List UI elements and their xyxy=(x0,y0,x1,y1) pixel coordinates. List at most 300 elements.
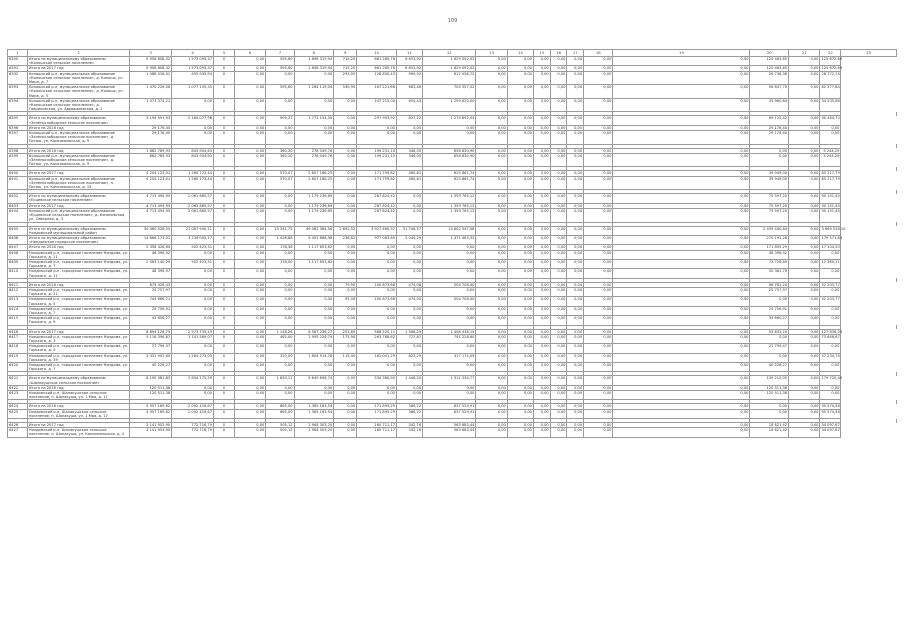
value-cell: 0,00 xyxy=(507,245,533,250)
value-cell: 0,00 xyxy=(533,269,550,278)
value-cell: 0,00 xyxy=(396,391,422,400)
value-cell: 0,00 xyxy=(789,71,820,85)
value-cell: 0,00 xyxy=(266,316,294,325)
value-cell: 0,00 xyxy=(476,71,507,85)
value-cell: 0,00 xyxy=(567,245,584,250)
value-cell: 0,00 xyxy=(357,259,397,268)
value-cell: 827,22 xyxy=(396,116,422,125)
value-cell: 2 807 186,25 xyxy=(294,176,334,190)
value-cell: 0,00 xyxy=(820,316,841,325)
value-cell: 0 xyxy=(214,259,235,268)
column-number: 14 xyxy=(507,50,533,57)
value-cell: 0,00 xyxy=(476,423,507,428)
value-cell: 0,00 xyxy=(613,282,750,287)
row-number-cell: 6399 xyxy=(8,153,28,167)
value-cell: 49 062 384,56 xyxy=(294,226,334,235)
value-cell: 41 656,27 xyxy=(130,316,172,325)
value-cell: 0,00 xyxy=(266,306,294,315)
budget-table-sheet xyxy=(7,49,897,438)
table-row xyxy=(8,235,897,244)
value-cell: 0,00 xyxy=(567,306,584,315)
value-cell: 50 361,79 xyxy=(750,269,789,278)
value-cell: 0,00 xyxy=(476,282,507,287)
value-cell: 95 574,58 xyxy=(821,404,840,409)
value-cell: 865,00 xyxy=(266,409,294,418)
value-cell: 90 151,45 xyxy=(821,203,840,208)
row-number-cell: 6403 xyxy=(8,203,28,208)
value-cell: 0,00 xyxy=(423,125,476,130)
value-cell: 0,00 xyxy=(789,297,820,306)
value-cell: 297 993,92 xyxy=(357,116,397,125)
value-cell: 0,00 xyxy=(789,362,820,371)
value-cell: 0,00 xyxy=(584,245,613,250)
value-cell: 0,00 xyxy=(266,131,294,145)
value-cell: 1 148,26 xyxy=(266,329,294,334)
value-cell: 1 698 319,94 xyxy=(294,66,334,71)
value-cell: 34 097,67 xyxy=(820,428,841,437)
value-cell: 85 217,79 xyxy=(821,171,840,176)
value-cell: 865,00 xyxy=(266,404,294,409)
value-cell: 0,00 xyxy=(533,404,550,409)
value-cell: 0,00 xyxy=(533,334,550,343)
value-cell: 0,00 xyxy=(334,148,357,153)
value-cell: 0 xyxy=(214,362,235,371)
value-cell: 0,00 xyxy=(423,385,476,390)
value-cell: 0 xyxy=(214,66,235,71)
value-cell: 278 049,76 xyxy=(294,148,334,153)
value-cell: 167 221,66 xyxy=(357,85,397,99)
value-cell: 0,00 xyxy=(507,226,533,235)
value-cell: 12 380,21 xyxy=(820,259,841,268)
value-cell: 0,00 xyxy=(550,171,567,176)
value-cell: 0,00 xyxy=(613,353,750,362)
value-cell: 534 380,90 xyxy=(357,376,397,385)
value-cell: 0,00 xyxy=(584,297,613,306)
value-cell: 0,00 xyxy=(294,362,334,371)
value-cell: 0,00 xyxy=(584,148,613,153)
value-cell: 1 264 273,05 xyxy=(172,353,214,362)
value-cell: 0,00 xyxy=(507,391,533,400)
value-cell: 4 713 494,95 xyxy=(130,203,172,208)
value-cell: 0,00 xyxy=(567,428,584,437)
value-cell: 504 708,40 xyxy=(423,282,476,287)
value-cell: 0,00 xyxy=(584,203,613,208)
value-cell: 563 683,44 xyxy=(423,423,476,428)
value-cell: 0,00 xyxy=(584,98,613,112)
value-cell: 0,00 xyxy=(476,376,507,385)
value-cell: 0,00 xyxy=(533,71,550,85)
value-cell: 0,00 xyxy=(234,250,265,259)
value-cell: 0,00 xyxy=(533,153,550,167)
value-cell: 0,00 xyxy=(533,226,550,235)
table-row xyxy=(8,250,897,259)
column-number: 17 xyxy=(567,50,584,57)
value-cell: 1 698 319,94 xyxy=(294,57,334,66)
value-cell: 0,00 xyxy=(550,57,567,66)
value-cell: 0,00 xyxy=(567,409,584,418)
value-cell: 0,00 xyxy=(789,404,820,409)
value-cell: 0,00 xyxy=(584,131,613,145)
value-cell: 0,00 xyxy=(820,362,841,371)
value-cell: 0,00 xyxy=(507,57,533,66)
value-cell: 2 692,52 xyxy=(334,226,357,235)
value-cell: 0,00 xyxy=(533,85,550,99)
value-cell: 0,00 xyxy=(533,57,550,66)
value-cell: 0 xyxy=(214,404,235,409)
value-cell: 0 xyxy=(214,208,235,222)
value-cell: 171 895,29 xyxy=(357,404,397,409)
value-cell: 0,00 xyxy=(820,391,841,400)
value-cell: 4 957 169,62 xyxy=(130,409,172,418)
value-cell: 0,00 xyxy=(613,176,750,190)
table-row xyxy=(8,194,897,203)
value-cell: 0,00 xyxy=(507,334,533,343)
value-cell: 0,00 xyxy=(584,171,613,176)
value-cell: 0,00 xyxy=(567,423,584,428)
table-body xyxy=(8,50,897,438)
value-cell: 0,00 xyxy=(294,306,334,315)
row-number-cell: 6424 xyxy=(8,404,28,409)
value-cell: 0,00 xyxy=(334,391,357,400)
value-cell: 0,00 xyxy=(234,208,265,222)
value-cell: 1 566,29 xyxy=(396,329,422,334)
value-cell: 125 672,69 xyxy=(820,57,841,66)
value-cell: 0,00 xyxy=(234,85,265,99)
value-cell: 0,00 xyxy=(567,329,584,334)
value-cell: 0,00 xyxy=(613,409,750,418)
value-cell: 1 804 914,78 xyxy=(294,353,334,362)
value-cell: 0,00 xyxy=(750,297,789,306)
value-cell: 0 xyxy=(214,353,235,362)
value-cell: 2 854 175,59 xyxy=(172,376,214,385)
value-cell: 293,00 xyxy=(334,71,357,85)
value-cell: 0,00 xyxy=(584,423,613,428)
value-cell: 1 882 789,93 xyxy=(130,148,172,153)
value-cell: 0,00 xyxy=(613,404,750,409)
column-number: 20 xyxy=(750,50,789,57)
value-cell: 0,00 xyxy=(294,71,334,85)
value-cell: 1 311 334,77 xyxy=(423,376,476,385)
row-number-cell: 6400 xyxy=(8,171,28,176)
value-cell: 320,00 xyxy=(266,353,294,362)
value-cell: 90 464,72 xyxy=(820,116,841,125)
value-cell: 8 190 381,83 xyxy=(130,376,172,385)
value-cell: 0,00 xyxy=(550,306,567,315)
value-cell: 6 653,92 xyxy=(396,57,422,66)
address-cell: Няндомский р-н, Шалакушское сельское поселение, п. Шалакуша, ул. Комсомольская, д. 4 xyxy=(27,428,129,437)
value-cell: 0,00 xyxy=(423,316,476,325)
value-cell: 0 xyxy=(214,269,235,278)
value-cell: 0,00 xyxy=(507,203,533,208)
value-cell: 5 116 396,87 xyxy=(130,334,172,343)
value-cell: 13 341,75 xyxy=(266,226,294,235)
value-cell: 0,00 xyxy=(334,385,357,390)
value-cell: 0,00 xyxy=(584,116,613,125)
value-cell: 0 xyxy=(214,245,235,250)
value-cell: 0,00 xyxy=(476,245,507,250)
value-cell: 0,00 xyxy=(334,194,357,203)
value-cell: 0,00 xyxy=(533,125,550,130)
value-cell: 5 958 808,32 xyxy=(130,57,172,66)
value-cell: 0,00 xyxy=(476,287,507,296)
value-cell: 0,00 xyxy=(567,287,584,296)
value-cell: 715,20 xyxy=(334,57,357,66)
value-cell: 0,00 xyxy=(507,85,533,99)
value-cell: 0,00 xyxy=(234,176,265,190)
value-cell: 0,00 xyxy=(234,362,265,371)
value-cell: 0,00 xyxy=(476,329,507,334)
value-cell: 160 711,17 xyxy=(357,428,397,437)
value-cell: 0,00 xyxy=(533,66,550,71)
value-cell: 199 231,10 xyxy=(357,153,397,167)
value-cell: 0,00 xyxy=(266,98,294,112)
column-number: 18 xyxy=(584,50,613,57)
value-cell: 0,00 xyxy=(584,269,613,278)
value-cell: 0 xyxy=(214,250,235,259)
value-cell: 0,00 xyxy=(533,329,550,334)
value-cell: 0,00 xyxy=(533,391,550,400)
value-cell: 1 179 236,69 xyxy=(294,194,334,203)
value-cell: 0,00 xyxy=(234,57,265,66)
value-cell: 236,62 xyxy=(334,235,357,244)
value-cell: 346,00 xyxy=(396,153,422,167)
value-cell: 0,00 xyxy=(234,194,265,203)
value-cell: 0,00 xyxy=(476,131,507,145)
value-cell: 0,00 xyxy=(476,385,507,390)
value-cell: 0,00 xyxy=(234,71,265,85)
row-number-cell: 6413 xyxy=(8,297,28,306)
row-number-cell: 6404 xyxy=(8,208,28,222)
column-number: 3 xyxy=(130,50,172,57)
value-cell: 0,00 xyxy=(789,282,820,287)
value-cell: 0,00 xyxy=(507,131,533,145)
value-cell: 0,00 xyxy=(266,250,294,259)
value-cell: 0,00 xyxy=(584,194,613,203)
value-cell: 0,00 xyxy=(172,287,214,296)
value-cell: 0,00 xyxy=(567,98,584,112)
value-cell: 0,00 xyxy=(613,116,750,125)
value-cell: 0,00 xyxy=(533,245,550,250)
value-cell: 0,00 xyxy=(234,282,265,287)
row-number-cell: 6416 xyxy=(8,329,28,334)
value-cell: 0,00 xyxy=(613,57,750,66)
value-cell: 34 535,86 xyxy=(820,98,841,112)
value-cell: 0,00 xyxy=(789,353,820,362)
value-cell: 658 830,90 xyxy=(423,153,476,167)
value-cell: 0,00 xyxy=(507,116,533,125)
value-cell: 0,00 xyxy=(266,194,294,203)
value-cell: 171 759,82 xyxy=(357,171,397,176)
value-cell: 147 215,00 xyxy=(357,98,397,112)
value-cell: 0,00 xyxy=(613,203,750,208)
value-cell: 0,00 xyxy=(533,316,550,325)
value-cell: 0,00 xyxy=(334,306,357,315)
value-cell: 0,00 xyxy=(820,131,841,145)
value-cell: 417 174,09 xyxy=(423,353,476,362)
value-cell: 0,00 xyxy=(584,306,613,315)
value-cell: 0,00 xyxy=(750,353,789,362)
value-cell: 0,00 xyxy=(266,362,294,371)
value-cell: 0,00 xyxy=(357,245,397,250)
spacer-cell xyxy=(841,190,897,194)
value-cell: 0 xyxy=(214,409,235,418)
value-cell: 0,00 xyxy=(476,362,507,371)
value-cell: 0,00 xyxy=(584,334,613,343)
value-cell: 0,00 xyxy=(423,287,476,296)
value-cell: 0,00 xyxy=(396,125,422,130)
value-cell: 0,00 xyxy=(613,131,750,145)
value-cell: 162 041,29 xyxy=(357,353,397,362)
value-cell: 48 396,92 xyxy=(750,250,789,259)
value-cell: 0,00 xyxy=(567,362,584,371)
value-cell: 0,00 xyxy=(789,208,820,222)
value-cell: 3 141 953,90 xyxy=(130,423,172,428)
address-cell: Няндомский р-н, Шалакушское сельское поселение, п. Шалакуша, ул. 1 Мая, д. 17 xyxy=(27,409,129,418)
value-cell: 595,60 xyxy=(266,57,294,66)
value-cell: 4 713 494,95 xyxy=(130,194,172,203)
value-cell: 0,00 xyxy=(172,385,214,390)
row-number-cell: 6410 xyxy=(8,269,28,278)
value-cell: 0,00 xyxy=(234,428,265,437)
column-number: 5 xyxy=(214,50,235,57)
value-cell: 1 088 016,01 xyxy=(130,71,172,85)
value-cell: 772 716,79 xyxy=(172,428,214,437)
value-cell: 0,00 xyxy=(584,404,613,409)
value-cell: 0,00 xyxy=(567,353,584,362)
value-cell: 0,00 xyxy=(820,287,841,296)
value-cell: 0,00 xyxy=(789,329,820,334)
value-cell: 0,00 xyxy=(234,344,265,353)
value-cell: 843 904,63 xyxy=(172,153,214,167)
row-number-cell: 6422 xyxy=(8,385,28,390)
value-cell: 1 299 620,00 xyxy=(423,98,476,112)
value-cell: 0,00 xyxy=(294,282,334,287)
value-cell: 0,00 xyxy=(234,131,265,145)
value-cell: 0,00 xyxy=(820,344,841,353)
value-cell: 0,00 xyxy=(789,409,820,418)
value-cell: 0 xyxy=(214,226,235,235)
address-cell: Коношский р-н, муниципальное образование «Ерцевское сельское поселение», д. Кононовская, ул. Северная, д. 3 xyxy=(27,208,129,222)
value-cell: 40 228,27 xyxy=(130,362,172,371)
value-cell: 120 511,38 xyxy=(130,391,172,400)
value-cell: 3 669 528,10 xyxy=(820,226,841,235)
value-cell: 0,00 xyxy=(507,194,533,203)
address-cell: Итого на 2016 год xyxy=(27,404,129,409)
value-cell: 287 824,42 xyxy=(357,194,397,203)
column-number: 1 xyxy=(8,50,28,57)
table-row xyxy=(8,208,897,222)
value-cell: 0,00 xyxy=(234,353,265,362)
value-cell: 0,00 xyxy=(294,344,334,353)
value-cell: 128 830,43 xyxy=(357,71,397,85)
value-cell: 654,43 xyxy=(396,98,422,112)
value-cell: 0,00 xyxy=(567,235,584,244)
table-row xyxy=(8,176,897,190)
value-cell: 120 463,65 xyxy=(750,57,789,66)
value-cell: 48 396,92 xyxy=(130,250,172,259)
value-cell: 39 949,00 xyxy=(750,176,789,190)
value-cell: 0,00 xyxy=(820,269,841,278)
value-cell: 0,00 xyxy=(396,385,422,390)
value-cell: 612 056,72 xyxy=(423,71,476,85)
value-cell: 51 748,57 xyxy=(396,226,422,235)
value-cell: 4 204 123,01 xyxy=(130,171,172,176)
value-cell: 0,00 xyxy=(567,116,584,125)
value-cell: 0,00 xyxy=(789,428,820,437)
value-cell: 0,00 xyxy=(584,71,613,85)
value-cell: 0,00 xyxy=(584,391,613,400)
address-cell: Итого на 2016 год xyxy=(27,282,129,287)
value-cell: 1 264 119,04 xyxy=(294,85,334,99)
value-cell: 0,00 xyxy=(172,344,214,353)
value-cell: 0,00 xyxy=(423,344,476,353)
value-cell: 120 511,38 xyxy=(750,385,789,390)
value-cell: 0,00 xyxy=(567,208,584,222)
value-cell: 0,00 xyxy=(613,148,750,153)
value-cell: 1 179 236,69 xyxy=(294,203,334,208)
value-cell: 1 772 154,00 xyxy=(294,116,334,125)
value-cell: 0,00 xyxy=(789,194,820,203)
row-number-cell: 6401 xyxy=(8,176,28,190)
row-number-cell: 6412 xyxy=(8,287,28,296)
value-cell: 0,00 xyxy=(613,208,750,222)
value-cell: 0,00 xyxy=(550,376,567,385)
value-cell: 69 125,42 xyxy=(750,116,789,125)
value-cell: 0,00 xyxy=(357,362,397,371)
value-cell: 0,00 xyxy=(550,116,567,125)
value-cell: 0,00 xyxy=(613,245,750,250)
value-cell: 1 359 765,12 xyxy=(423,208,476,222)
value-cell: 29 176,40 xyxy=(750,125,789,130)
value-cell: 0,00 xyxy=(476,85,507,99)
table-row xyxy=(8,153,897,167)
value-cell: 0,00 xyxy=(294,287,334,296)
value-cell: 0,00 xyxy=(789,306,820,315)
table-row xyxy=(8,85,897,99)
value-cell: 0,00 xyxy=(476,148,507,153)
value-cell: 0,00 xyxy=(476,208,507,222)
value-cell: 0,00 xyxy=(234,306,265,315)
value-cell: 171 895,29 xyxy=(750,245,789,250)
value-cell: 34 097,67 xyxy=(821,423,840,428)
value-cell: 28 772,74 xyxy=(820,71,841,85)
value-cell: 0,00 xyxy=(396,344,422,353)
value-cell: 0,00 xyxy=(476,269,507,278)
value-cell: 1 117 653,62 xyxy=(294,245,334,250)
value-cell: 0 xyxy=(214,153,235,167)
value-cell: 0,00 xyxy=(507,423,533,428)
address-cell: Коношский р-н, муниципальное образование «Зелёнослободское сельское поселение», д. Поташ, ул. Комсомольская, д. 9 xyxy=(27,131,129,145)
value-cell: 0,00 xyxy=(567,269,584,278)
value-cell: 875 428,43 xyxy=(130,282,172,287)
value-cell: 0 xyxy=(214,71,235,85)
value-cell: 0,00 xyxy=(507,385,533,390)
value-cell: 0,00 xyxy=(294,131,334,145)
value-cell: 0,00 xyxy=(789,287,820,296)
value-cell: 2 002 416,67 xyxy=(172,404,214,409)
value-cell: 171 759,82 xyxy=(357,176,397,190)
value-cell: 0 xyxy=(214,98,235,112)
value-cell: 0,00 xyxy=(476,116,507,125)
value-cell: 0,00 xyxy=(507,428,533,437)
value-cell: 0,00 xyxy=(789,125,820,130)
value-cell: 18 621,42 xyxy=(750,428,789,437)
value-cell: 2 049,29 xyxy=(396,235,422,244)
value-cell: 179 725,45 xyxy=(820,376,841,385)
value-cell: 0,00 xyxy=(550,344,567,353)
value-cell: 175,90 xyxy=(334,334,357,343)
value-cell: 0 xyxy=(214,376,235,385)
